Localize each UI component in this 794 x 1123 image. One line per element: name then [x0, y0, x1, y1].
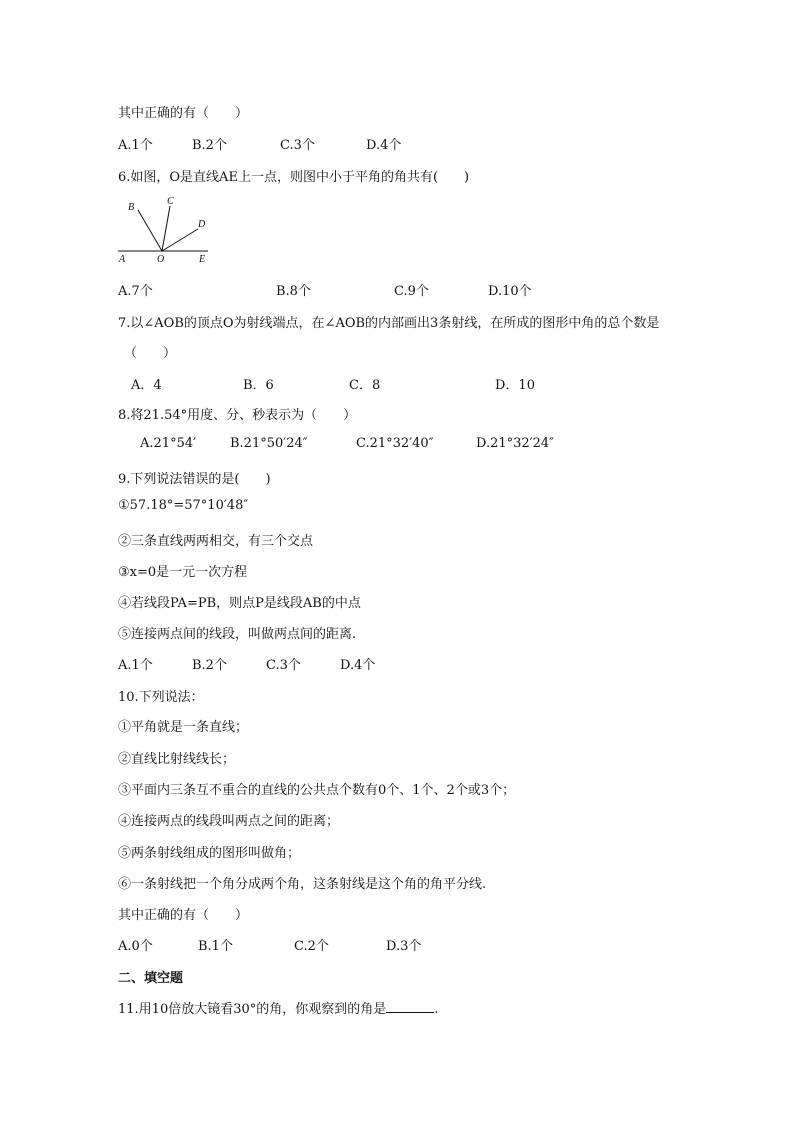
q5-option-d: D.4个 [366, 138, 402, 153]
q9-item-3: ③x=0是一元一次方程 [118, 565, 248, 580]
q10-item-4: ④连接两点的线段叫两点之间的距离； [118, 814, 340, 829]
q10-option-c: C.2个 [294, 939, 329, 954]
q11-end: . [434, 1002, 439, 1017]
q11-stem: 11.用10倍放大镜看30°的角，你观察到的角是 [118, 1002, 387, 1017]
label-b: B [128, 202, 135, 213]
q5-option-a: A.1个 [118, 138, 153, 153]
q7-stem: 7.以∠AOB的顶点O为射线端点，在∠AOB的内部画出3条射线，在所成的图形中角的总个数是 [118, 316, 660, 331]
label-c: C [167, 196, 174, 207]
q10-tail: 其中正确的有（ ） [118, 908, 249, 923]
q6-option-a: A.7个 [118, 284, 153, 299]
q6-figure [116, 194, 216, 266]
label-o: O [157, 254, 165, 265]
q10-option-b: B.1个 [198, 939, 233, 954]
q11-line [118, 998, 438, 1017]
q8-option-a: A.21°54′ [140, 436, 197, 451]
q10-item-5: ⑤两条射线组成的图形叫做角； [118, 846, 301, 861]
q6-option-d: D.10个 [488, 284, 532, 299]
q10-item-6: ⑥一条射线把一个角分成两个角，这条射线是这个角的角平分线. [118, 877, 487, 892]
q11-answer-blank [386, 1001, 434, 1013]
q5-option-c: C.3个 [280, 138, 315, 153]
q10-item-1: ①平角就是一条直线； [118, 720, 249, 735]
q9-option-d: D.4个 [340, 658, 376, 673]
q7-option-a: A．4 [131, 378, 162, 393]
q9-option-a: A.1个 [118, 658, 153, 673]
section-title: 二、填空题 [118, 971, 184, 986]
q8-option-c: C.21°32′40″ [356, 436, 434, 451]
q8-option-b: B.21°50′24″ [230, 436, 308, 451]
ray-ob [138, 210, 162, 251]
q6-option-b: B.8个 [276, 284, 311, 299]
ray-oc [162, 206, 170, 251]
q10-stem: 10.下列说法： [118, 690, 204, 705]
q6-option-c: C.9个 [394, 284, 429, 299]
q9-option-c: C.3个 [266, 658, 301, 673]
q7-option-d: D．10 [495, 378, 535, 393]
q10-option-a: A.0个 [118, 939, 153, 954]
q10-option-d: D.3个 [386, 939, 422, 954]
label-a: A [119, 254, 126, 265]
q9-stem: 9.下列说法错误的是( ) [118, 472, 271, 487]
q9-item-1: ①57.18°=57°10′48″ [118, 498, 249, 513]
label-d: D [198, 219, 206, 230]
q7-option-c: C．8 [349, 378, 381, 393]
q8-option-d: D.21°32′24″ [476, 436, 555, 451]
q10-item-3: ③平面内三条互不重合的直线的公共点个数有0个、1个、2个或3个； [118, 783, 516, 798]
q6-stem: 6.如图，O是直线AE上一点，则图中小于平角的角共有( ) [118, 170, 470, 185]
label-e: E [199, 254, 206, 265]
q9-item-5: ⑤连接两点间的线段，叫做两点间的距离. [118, 627, 357, 642]
q8-stem: 8.将21.54°用度、分、秒表示为（ ） [118, 408, 357, 423]
q9-item-2: ②三条直线两两相交，有三个交点 [118, 534, 314, 549]
ray-od [162, 229, 198, 251]
q10-item-2: ②直线比射线线长； [118, 752, 236, 767]
q9-option-b: B.2个 [192, 658, 227, 673]
q9-item-4: ④若线段PA=PB，则点P是线段AB的中点 [118, 596, 361, 611]
q7-paren: （ ） [124, 346, 177, 361]
q7-option-b: B．6 [243, 378, 274, 393]
q5-option-b: B.2个 [192, 138, 227, 153]
q5-tail: 其中正确的有（ ） [118, 106, 249, 121]
